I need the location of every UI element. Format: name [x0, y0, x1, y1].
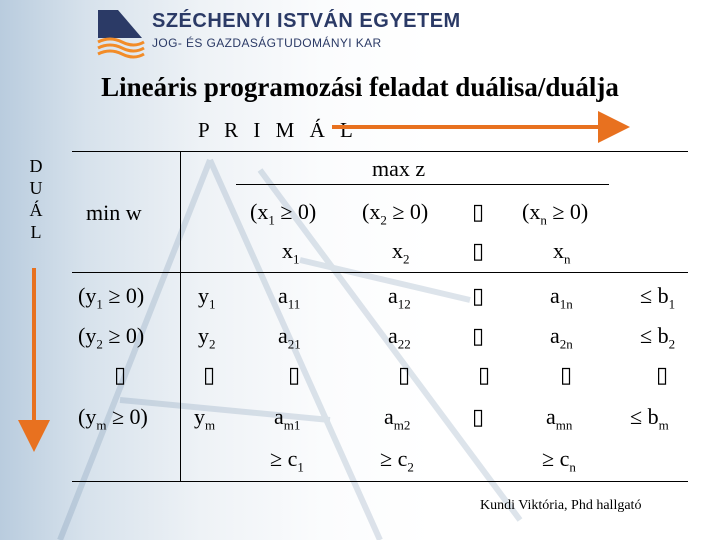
coefficient: $a_{12}$: [388, 283, 411, 312]
rhs: ≤ $b_1$: [640, 283, 676, 312]
max-z: max z: [372, 156, 426, 181]
ellipsis: ▯: [472, 283, 485, 308]
table-bottom-line: [72, 481, 688, 482]
y-variable: $y_m$: [194, 404, 216, 433]
table-top-line: [72, 151, 688, 152]
x-constraint: $(x_n \ge 0)$: [522, 199, 589, 228]
x-header: $x_1$: [282, 238, 300, 267]
x-constraint: $(x_2 \ge 0)$: [362, 199, 429, 228]
y-constraint: $(y_2 \ge 0)$: [78, 323, 145, 352]
y-constraint: $(y_1 \ge 0)$: [78, 283, 145, 312]
header-bottom-line: [72, 272, 688, 273]
y-variable: $y_1$: [198, 283, 216, 312]
ellipsis: ▯: [288, 362, 301, 387]
c-constraint: ≥ $c_1$: [270, 446, 304, 475]
y-variable: $y_2$: [198, 323, 216, 352]
faculty-name: JOG- ÉS GAZDASÁGTUDOMÁNYI KAR: [152, 36, 382, 50]
coefficient: $a_{22}$: [388, 323, 411, 352]
dual-letter: D: [29, 156, 43, 176]
ellipsis: ▯: [560, 362, 573, 387]
coefficient: $a_{11}$: [278, 283, 301, 312]
ellipsis: ▯: [478, 362, 491, 387]
ellipsis: ▯: [203, 362, 216, 387]
c-constraint: ≥ $c_n$: [542, 446, 576, 475]
coefficient: $a_{mn}$: [546, 404, 573, 433]
x-header: $x_2$: [392, 238, 410, 267]
c-constraint: ≥ $c_2$: [380, 446, 414, 475]
maxz-underline: [236, 184, 609, 185]
university-name: SZÉCHENYI ISTVÁN EGYETEM: [152, 10, 461, 32]
ellipsis: ▯: [114, 362, 127, 387]
coefficient: $a_{m2}$: [384, 404, 411, 433]
dual-letter: L: [30, 222, 42, 242]
coefficient: $a_{2n}$: [550, 323, 573, 352]
coefficient: $a_{m1}$: [274, 404, 301, 433]
table-divider: [180, 151, 181, 481]
dual-letter: Á: [29, 200, 43, 220]
ellipsis: ▯: [398, 362, 411, 387]
rhs: ≤ $b_2$: [640, 323, 676, 352]
ellipsis: ▯: [656, 362, 669, 387]
min-w: min w: [86, 200, 142, 225]
ellipsis: ▯: [472, 238, 485, 263]
ellipsis: ▯: [472, 199, 485, 224]
coefficient: $a_{21}$: [278, 323, 301, 352]
ellipsis: ▯: [472, 323, 485, 348]
dual-label: [26, 155, 46, 243]
x-constraint: $(x_1 \ge 0)$: [250, 199, 317, 228]
university-logo: [96, 8, 146, 60]
coefficient: $a_{1n}$: [550, 283, 573, 312]
rhs: ≤ $b_m$: [630, 404, 669, 433]
primal-label: P R I M Á L: [198, 118, 358, 142]
footer-author: Kundi Viktória, Phd hallgató: [480, 498, 642, 513]
slide-title: Lineáris programozási feladat duálisa/duálja: [101, 72, 619, 102]
x-header: $x_n$: [553, 238, 571, 267]
dual-letter: U: [29, 178, 43, 198]
y-constraint: $(y_m \ge 0)$: [78, 404, 148, 433]
ellipsis: ▯: [472, 404, 485, 429]
